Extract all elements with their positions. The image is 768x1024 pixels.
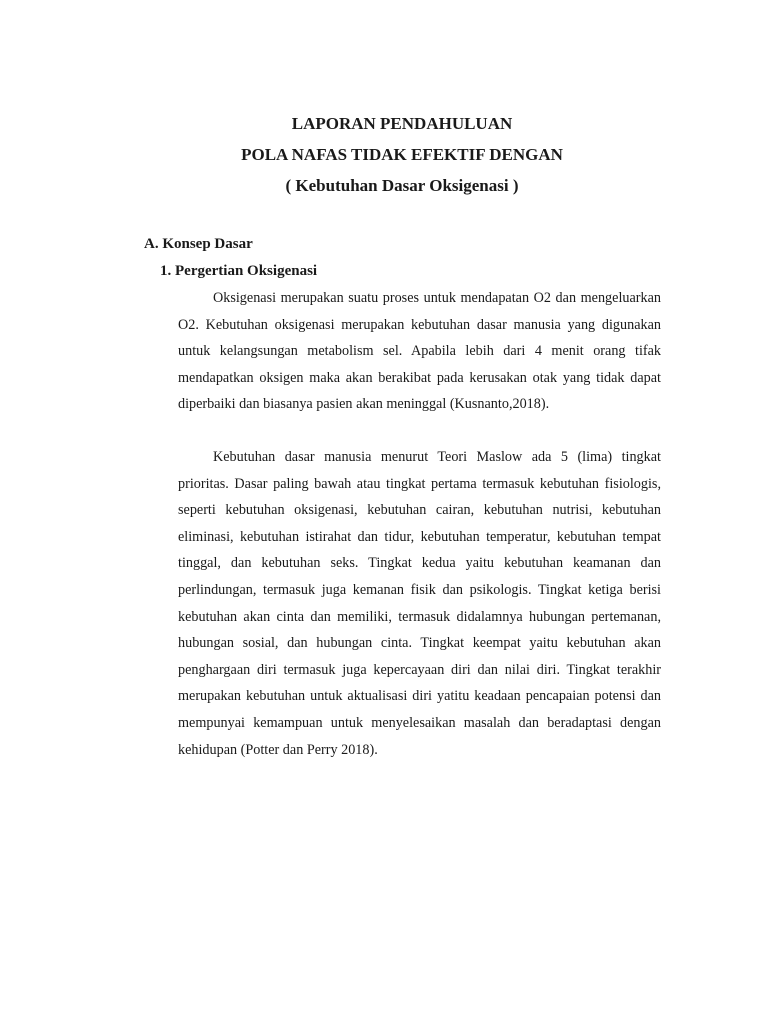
body-paragraph-1: Oksigenasi merupakan suatu proses untuk mendapatan O2 dan mengeluarkan O2. Kebutuhan oksigenasi merupakan kebutuhan dasar manusia yang digunakan untuk kelangsungan metabolism sel. Apabila lebih dari 4 menit orang tifak mendapatkan oksigen maka akan berakibat pada kerusakan otak yang tidak dapat diperbaiki dan biasanya pasien akan meninggal (Kusnanto,2018). — [178, 290, 661, 413]
section-heading: A. Konsep Dasar — [144, 236, 253, 252]
document-title: LAPORAN PENDAHULUAN — [291, 114, 513, 133]
document-title-block — [0, 108, 768, 201]
subsection-heading: 1. Pergertian Oksigenasi — [160, 263, 318, 279]
document-subtitle-topic: ( Kebutuhan Dasar Oksigenasi ) — [285, 176, 519, 195]
document-subtitle: POLA NAFAS TIDAK EFEKTIF DENGAN — [241, 145, 563, 164]
body-paragraph-2: Kebutuhan dasar manusia menurut Teori Maslow ada 5 (lima) tingkat prioritas. Dasar paling bawah atau tingkat pertama termasuk kebutuhan fisiologis, seperti kebutuhan oksigenasi, kebutuhan cairan, kebutuhan nutrisi, kebutuhan eliminasi, kebutuhan istirahat dan tidur, kebutuhan temperatur, kebutuhan tempat tinggal, dan kebutuhan seks. Tingkat kedua yaitu kebutuhan keamanan dan perlindungan, termasuk juga kemanan fisik dan psikologis. Tingkat ketiga berisi kebutuhan akan cinta dan memiliki, termasuk didalamnya hubungan pertemanan, hubungan sosial, dan hubungan cinta. Tingkat keempat yaitu kebutuhan akan penghargaan diri termasuk juga kepercayaan diri dan nilai diri. Tingkat terakhir merupakan kebutuhan untuk aktualisasi diri yatitu keadaan pencapaian potensi dan mempunyai kemampuan untuk menyelesaikan masalah dan beradaptasi dengan kehidupan (Potter dan Perry 2018). — [178, 449, 661, 758]
